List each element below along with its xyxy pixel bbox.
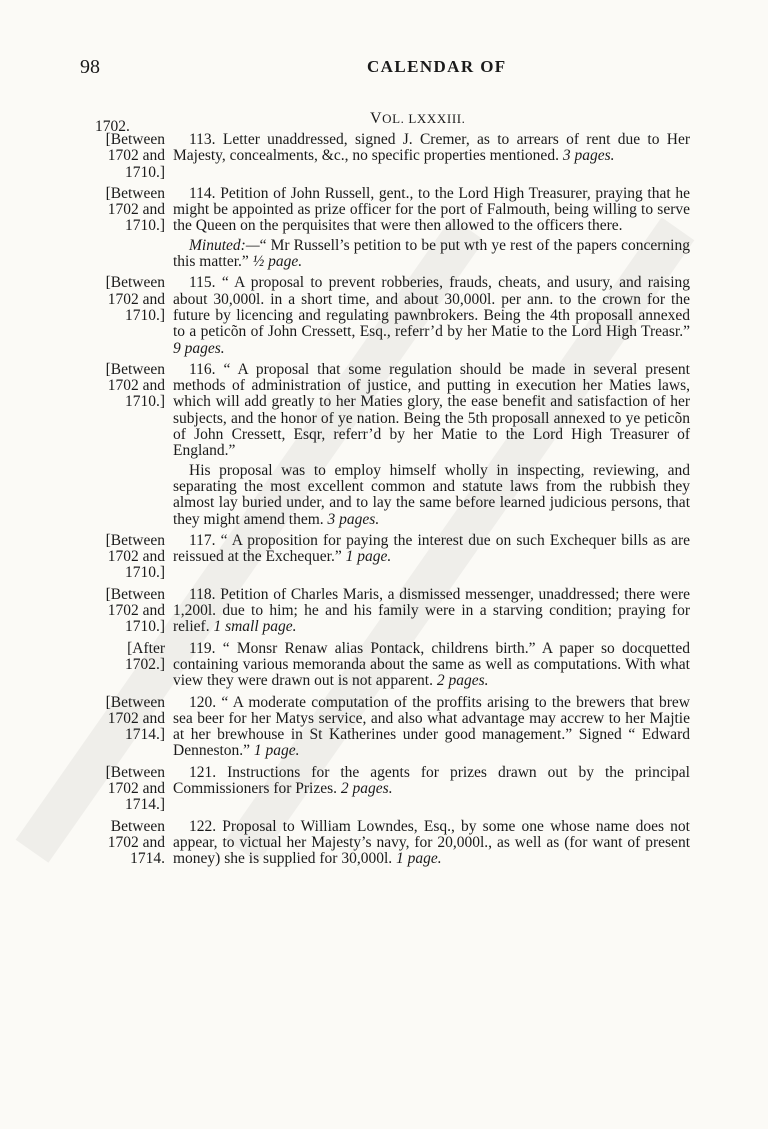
minute-label: Minuted:— <box>189 236 260 254</box>
year-heading: 1702. <box>95 118 130 135</box>
entry-body: 113. Letter unaddressed, signed J. Cremer, as to arrears of rent due to Her Majesty, concealments, &c., no specific properties mentioned. 3 pages. <box>173 131 690 165</box>
volume-rest: OL. LXXXIII. <box>382 111 466 126</box>
entry <box>80 641 692 690</box>
entry-date: [Between 1702 and 1714.] <box>105 693 165 744</box>
entry-date: [Between 1702 and 1710.] <box>105 585 165 636</box>
entry <box>80 695 692 760</box>
entry-body: 115. “ A proposal to prevent robberies, frauds, cheats, and usury, and raising about 30,000l. in a short time, and about 30,000l. per ann. to the crown for the future by licencing and regulating pawnbrokers. Being the 4th proposall annexed to a peticõn of John Cressett, Esq., referr’d by her Matie to the Lord High Treasr.” 9 pages. <box>173 274 690 357</box>
running-head: CALENDAR OF <box>367 57 507 76</box>
entry-body: 119. “ Monsr Renaw alias Pontack, childrens birth.” A paper so docquetted containing various memoranda about the same as well as computations. With what view they were drawn out is not apparent. 2 pages. <box>173 639 690 690</box>
entry-date: [Between 1702 and 1714.] <box>105 763 165 814</box>
entry-body: 118. Petition of Charles Maris, a dismissed messenger, unaddressed; there were 1,200l. due to him; he and his family were in a starving condition; praying for relief. 1 small page. <box>173 585 690 636</box>
entry-date: [Between 1702 and 1710.] <box>105 184 165 235</box>
volume-prefix: V <box>370 110 383 127</box>
entry-date: [After 1702.] <box>124 639 165 673</box>
page-header <box>80 56 690 86</box>
entry-body: 122. Proposal to William Lowndes, Esq., by some one whose name does not appear, to victual her Majesty’s navy, for 20,000l., as well as (for want of present money) she is supplied for 30,000l. 1 page. <box>173 817 690 868</box>
entry-body: 117. “ A proposition for paying the interest due on such Exchequer bills as are reissued at the Exchequer.” 1 page. <box>173 531 690 566</box>
entry-date: Between 1702 and 1714. <box>107 817 165 868</box>
entry <box>80 362 692 528</box>
entry <box>80 587 692 636</box>
entry-body: 116. “ A proposal that some regulation should be made in several present methods of administration of justice, and putting in execution her Maties laws, which will add greatly to her Maties glory, the ease benefit and satisfaction of her subjects, and the honor of ye nation. Being the 5th proposall annexed to ye peticõn of John Cressett, Esqr, referr’d by her Matie to the Lord High Treasurer of England.” His proposal was to employ himself wholly in inspecting, reviewing, and separating the most excellent common and statute laws from the rubbish they almost lay buried under, and to lay the same before learned judicious persons, that they might amend them. 3 pages. <box>173 360 690 528</box>
entry <box>80 819 692 868</box>
entry <box>80 765 692 814</box>
entry-date: [Between 1702 and 1710.] <box>105 131 165 181</box>
entry-date: [Between 1702 and 1710.] <box>105 531 165 582</box>
entry <box>80 275 692 356</box>
entry-date: [Between 1702 and 1710.] <box>105 274 165 324</box>
entry-date: [Between 1702 and 1710.] <box>105 360 165 411</box>
entry-body: 114. Petition of John Russell, gent., to the Lord High Treasurer, praying that he might be appointed as prize officer for the port of Falmouth, being willing to serve the Queen on the perquisites that were then allowed to the officers there. Minuted:—“ Mr Russell’s petition to be put wth ye rest of the papers concerning this matter.” ½ page. <box>173 184 690 271</box>
page-number: 98 <box>80 56 100 78</box>
entry <box>80 132 692 181</box>
entry <box>80 186 692 270</box>
entry-body: 121. Instructions for the agents for prizes drawn out by the principal Commissioners for Prizes. 2 pages. <box>173 763 690 797</box>
entries-list <box>80 132 692 872</box>
volume-heading <box>370 110 466 128</box>
entry <box>80 533 692 582</box>
entry-body: 120. “ A moderate computation of the proffits arising to the brewers that brew sea beer for her Matys service, and also what advantage may accrew to her Majtie at her brewhouse in St Katherines under good management.” Signed “ Edward Denneston.” 1 page. <box>173 693 690 760</box>
